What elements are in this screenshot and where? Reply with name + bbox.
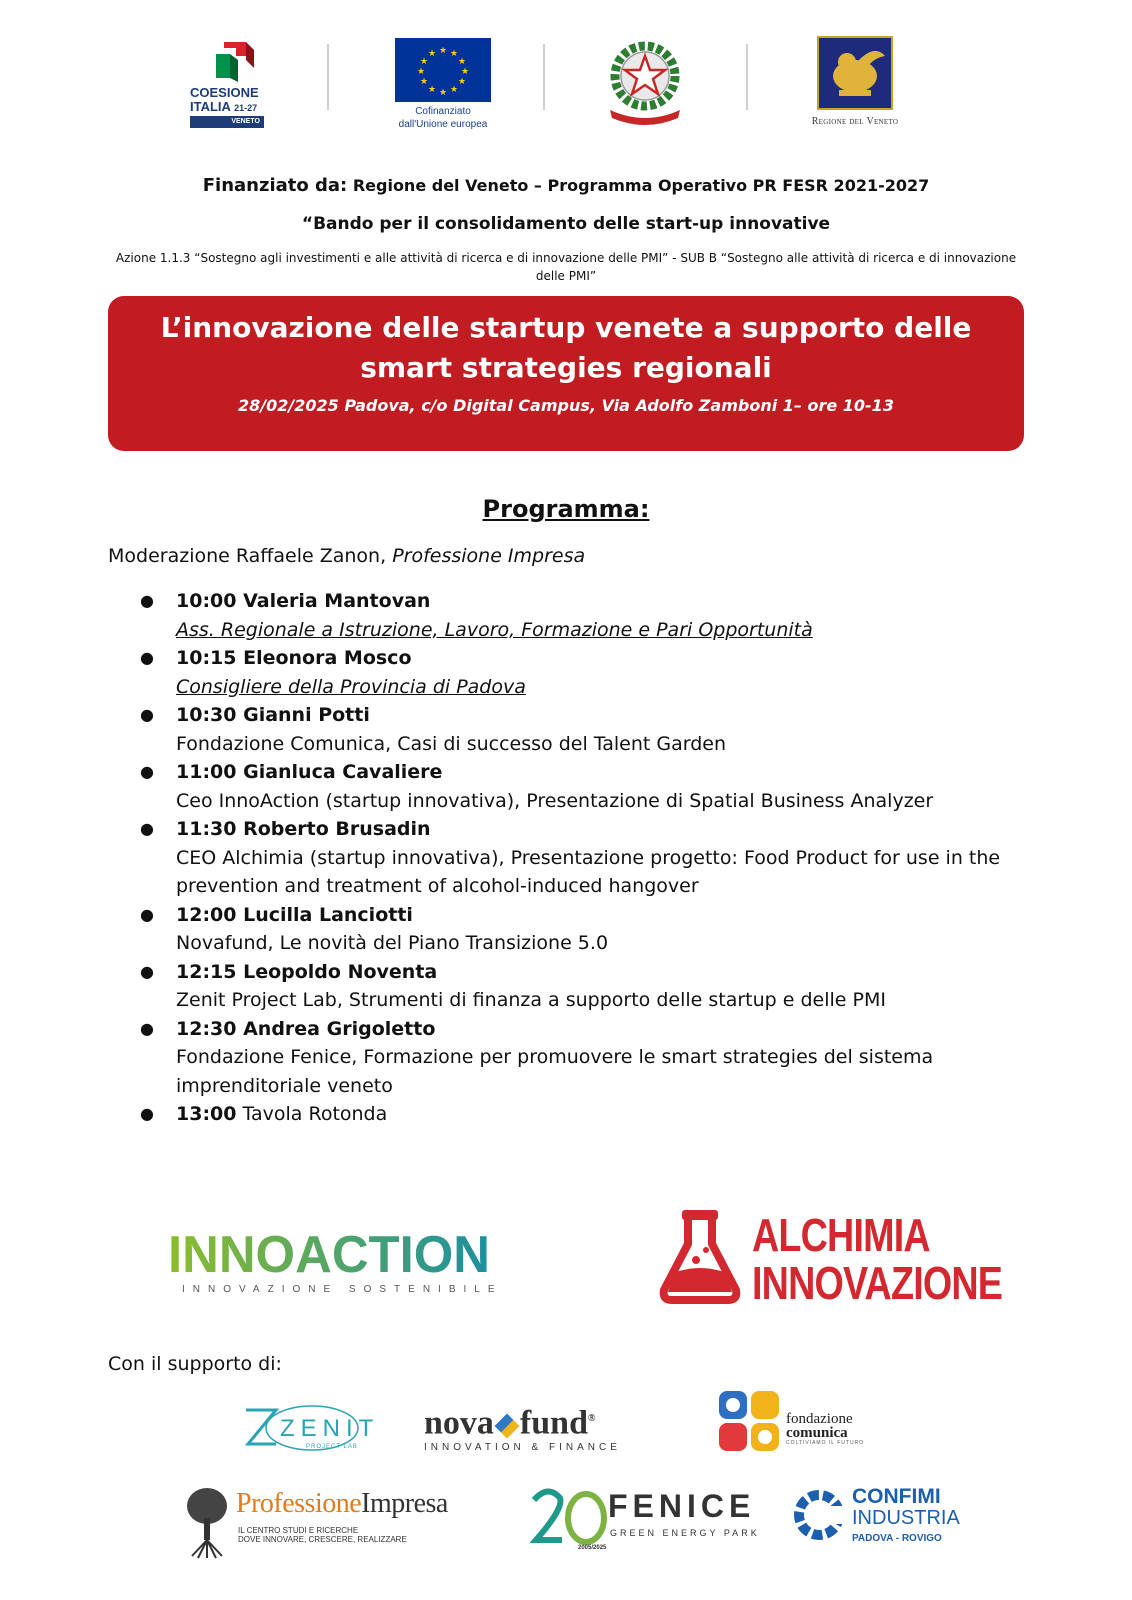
eu-cofinanced-logo xyxy=(388,38,498,133)
agenda-time-speaker: 12:30 Andrea Grigoletto xyxy=(176,1017,436,1040)
agenda-time-speaker: 10:15 Eleonora Mosco xyxy=(176,647,412,669)
innoaction-tagline: INNOVAZIONE SOSTENIBILE xyxy=(182,1284,503,1295)
fenice-20-icon xyxy=(530,1482,610,1544)
fondazione-sub: COLTIVIAMO IL FUTURO xyxy=(786,1440,865,1446)
novafund-mark-icon xyxy=(494,1413,519,1438)
svg-text:★: ★ xyxy=(419,57,429,67)
bullet-icon: ● xyxy=(140,819,154,838)
agenda-list xyxy=(108,587,1028,1129)
agenda-inline-text: Tavola Rotonda xyxy=(242,1103,388,1125)
zenit-name: ZENIT xyxy=(280,1415,380,1442)
svg-text:★: ★ xyxy=(449,49,459,59)
agenda-item xyxy=(108,758,1028,815)
event-title: L’innovazione delle startup venete a supporto delle smart strategies regionali xyxy=(160,311,972,384)
italian-republic-emblem xyxy=(600,32,690,127)
funded-by-line: Finanziato da: Regione del Veneto – Programma Operativo PR FESR 2021-2027 xyxy=(202,175,930,196)
bullet-icon: ● xyxy=(140,648,154,667)
veneto-caption: Regione del Veneto xyxy=(811,116,899,127)
agenda-item xyxy=(108,815,1028,901)
professione-sub: IL CENTRO STUDI E RICERCHE DOVE INNOVARE, CRESCERE, REALIZZARE xyxy=(238,1526,407,1544)
fenice-name: FENICE xyxy=(608,1488,756,1524)
agenda-item xyxy=(108,901,1028,958)
agenda-role: Zenit Project Lab, Strumenti di finanza a supporto delle startup e delle PMI xyxy=(176,989,886,1011)
svg-text:★: ★ xyxy=(416,67,426,77)
agenda-role: Consigliere della Provincia di Padova xyxy=(176,675,526,698)
bullet-icon: ● xyxy=(140,762,154,781)
agenda-item xyxy=(108,587,1028,644)
novafund-logo xyxy=(424,1400,624,1456)
innoaction-name: INNOACTION xyxy=(168,1226,490,1284)
agenda-time-speaker: 12:00 Lucilla Lanciotti xyxy=(176,903,413,926)
agenda-item xyxy=(108,644,1028,701)
coesione-italia-logo xyxy=(190,38,270,130)
fondazione-comunica-logo xyxy=(718,1390,888,1456)
eu-caption: Cofinanziato dall'Unione europea xyxy=(398,106,488,130)
professione-impresa-logo xyxy=(182,1484,477,1560)
alchimia-line1: ALCHIMIA xyxy=(752,1209,930,1261)
innoaction-logo xyxy=(168,1226,503,1300)
action-description: Azione 1.1.3 “Sostegno agli investimenti e alle attività di ricerca e di innovazione delle PMI” - SUB B “Sostegno alle attività di ricerca e di innovazione delle PMI” xyxy=(115,251,1017,283)
bullet-icon: ● xyxy=(140,1018,154,1038)
event-banner xyxy=(108,296,1024,451)
coesione-region: VENETO xyxy=(190,116,264,128)
bullet-icon: ● xyxy=(140,1104,154,1123)
moderation-line: Moderazione Raffaele Zanon, Professione Impresa xyxy=(108,545,586,567)
bullet-icon: ● xyxy=(140,591,154,610)
agenda-role: Ass. Regionale a Istruzione, Lavoro, Formazione e Pari Opportunità xyxy=(176,618,813,641)
svg-text:★: ★ xyxy=(438,88,448,98)
agenda-role: Fondazione Comunica, Casi di successo del Talent Garden xyxy=(176,732,726,755)
svg-text:★: ★ xyxy=(457,57,467,67)
agenda-role: Fondazione Fenice, Formazione per promuovere le smart strategies del sistema imprenditoriale veneto xyxy=(176,1046,934,1097)
alchimia-line2: INNOVAZIONE xyxy=(752,1257,1003,1309)
zenit-sub: PROJECT LAB xyxy=(306,1444,358,1450)
agenda-role: CEO Alchimia (startup innovativa), Presentazione progetto: Food Product for use in the prevention and treatment of alcohol-induced hangover xyxy=(176,846,1001,897)
confimi-line3: PADOVA - ROVIGO xyxy=(852,1533,942,1544)
fondazione-squares-icon xyxy=(718,1390,780,1452)
agenda-time-speaker: 11:30 Roberto Brusadin xyxy=(176,818,431,840)
coesione-line2: ITALIA 21-27 xyxy=(190,99,258,114)
fenice-logo xyxy=(530,1482,760,1560)
tree-icon xyxy=(182,1484,232,1560)
fondazione-name: fondazione comunica xyxy=(786,1411,853,1441)
agenda-item xyxy=(108,701,1028,758)
coesione-line1: COESIONE xyxy=(190,85,259,100)
svg-text:★: ★ xyxy=(419,77,429,87)
zenit-project-lab-logo xyxy=(240,1398,380,1460)
program-title: Programma: xyxy=(482,495,650,523)
bullet-icon: ● xyxy=(140,961,154,981)
svg-text:★: ★ xyxy=(427,49,437,59)
flask-icon xyxy=(660,1210,740,1306)
fenice-years: 2005/2025 xyxy=(578,1545,607,1551)
svg-text:★: ★ xyxy=(460,67,470,77)
regione-veneto-logo xyxy=(800,36,910,131)
eu-flag xyxy=(395,38,491,102)
agenda-item xyxy=(108,1015,1028,1101)
support-label: Con il supporto di: xyxy=(108,1353,282,1375)
logo-divider xyxy=(327,44,329,110)
bullet-icon: ● xyxy=(140,904,154,924)
novafund-name: nova fund® xyxy=(424,1404,596,1442)
svg-text:★: ★ xyxy=(438,46,448,56)
bullet-icon: ● xyxy=(140,705,154,724)
confimi-line2: INDUSTRIA xyxy=(852,1507,960,1529)
svg-text:★: ★ xyxy=(457,77,467,87)
call-title: “Bando per il consolidamento delle start-up innovative xyxy=(301,214,831,234)
agenda-time-speaker: 10:30 Gianni Potti xyxy=(176,704,370,726)
alchimia-innovazione-logo xyxy=(660,1209,1003,1310)
agenda-time-speaker: 11:00 Gianluca Cavaliere xyxy=(176,761,443,783)
agenda-time-speaker: 12:15 Leopoldo Noventa xyxy=(176,960,438,983)
logo-divider xyxy=(543,44,545,110)
event-date-location: 28/02/2025 Padova, c/o Digital Campus, Via Adolfo Zamboni 1– ore 10-13 xyxy=(238,396,894,415)
agenda-item xyxy=(108,958,1028,1015)
professione-name: ProfessioneImpresa xyxy=(236,1488,448,1519)
agenda-time-speaker: 13:00 xyxy=(176,1103,237,1125)
svg-text:★: ★ xyxy=(449,85,459,95)
confimi-line1: CONFIMI xyxy=(852,1485,941,1508)
agenda-role: Ceo InnoAction (startup innovativa), Presentazione di Spatial Business Analyzer xyxy=(176,789,934,812)
svg-text:★: ★ xyxy=(427,85,437,95)
novafund-sub: INNOVATION & FINANCE xyxy=(424,1442,621,1454)
fenice-sub: GREEN ENERGY PARK xyxy=(610,1528,760,1538)
lion-of-st-mark-icon xyxy=(817,36,893,110)
confimi-industria-logo xyxy=(790,1484,960,1552)
logo-divider xyxy=(746,44,748,110)
gear-icon xyxy=(790,1484,848,1546)
agenda-role: Novafund, Le novità del Piano Transizione 5.0 xyxy=(176,932,609,954)
agenda-time-speaker: 10:00 Valeria Mantovan xyxy=(176,590,431,612)
agenda-item xyxy=(108,1100,1028,1129)
